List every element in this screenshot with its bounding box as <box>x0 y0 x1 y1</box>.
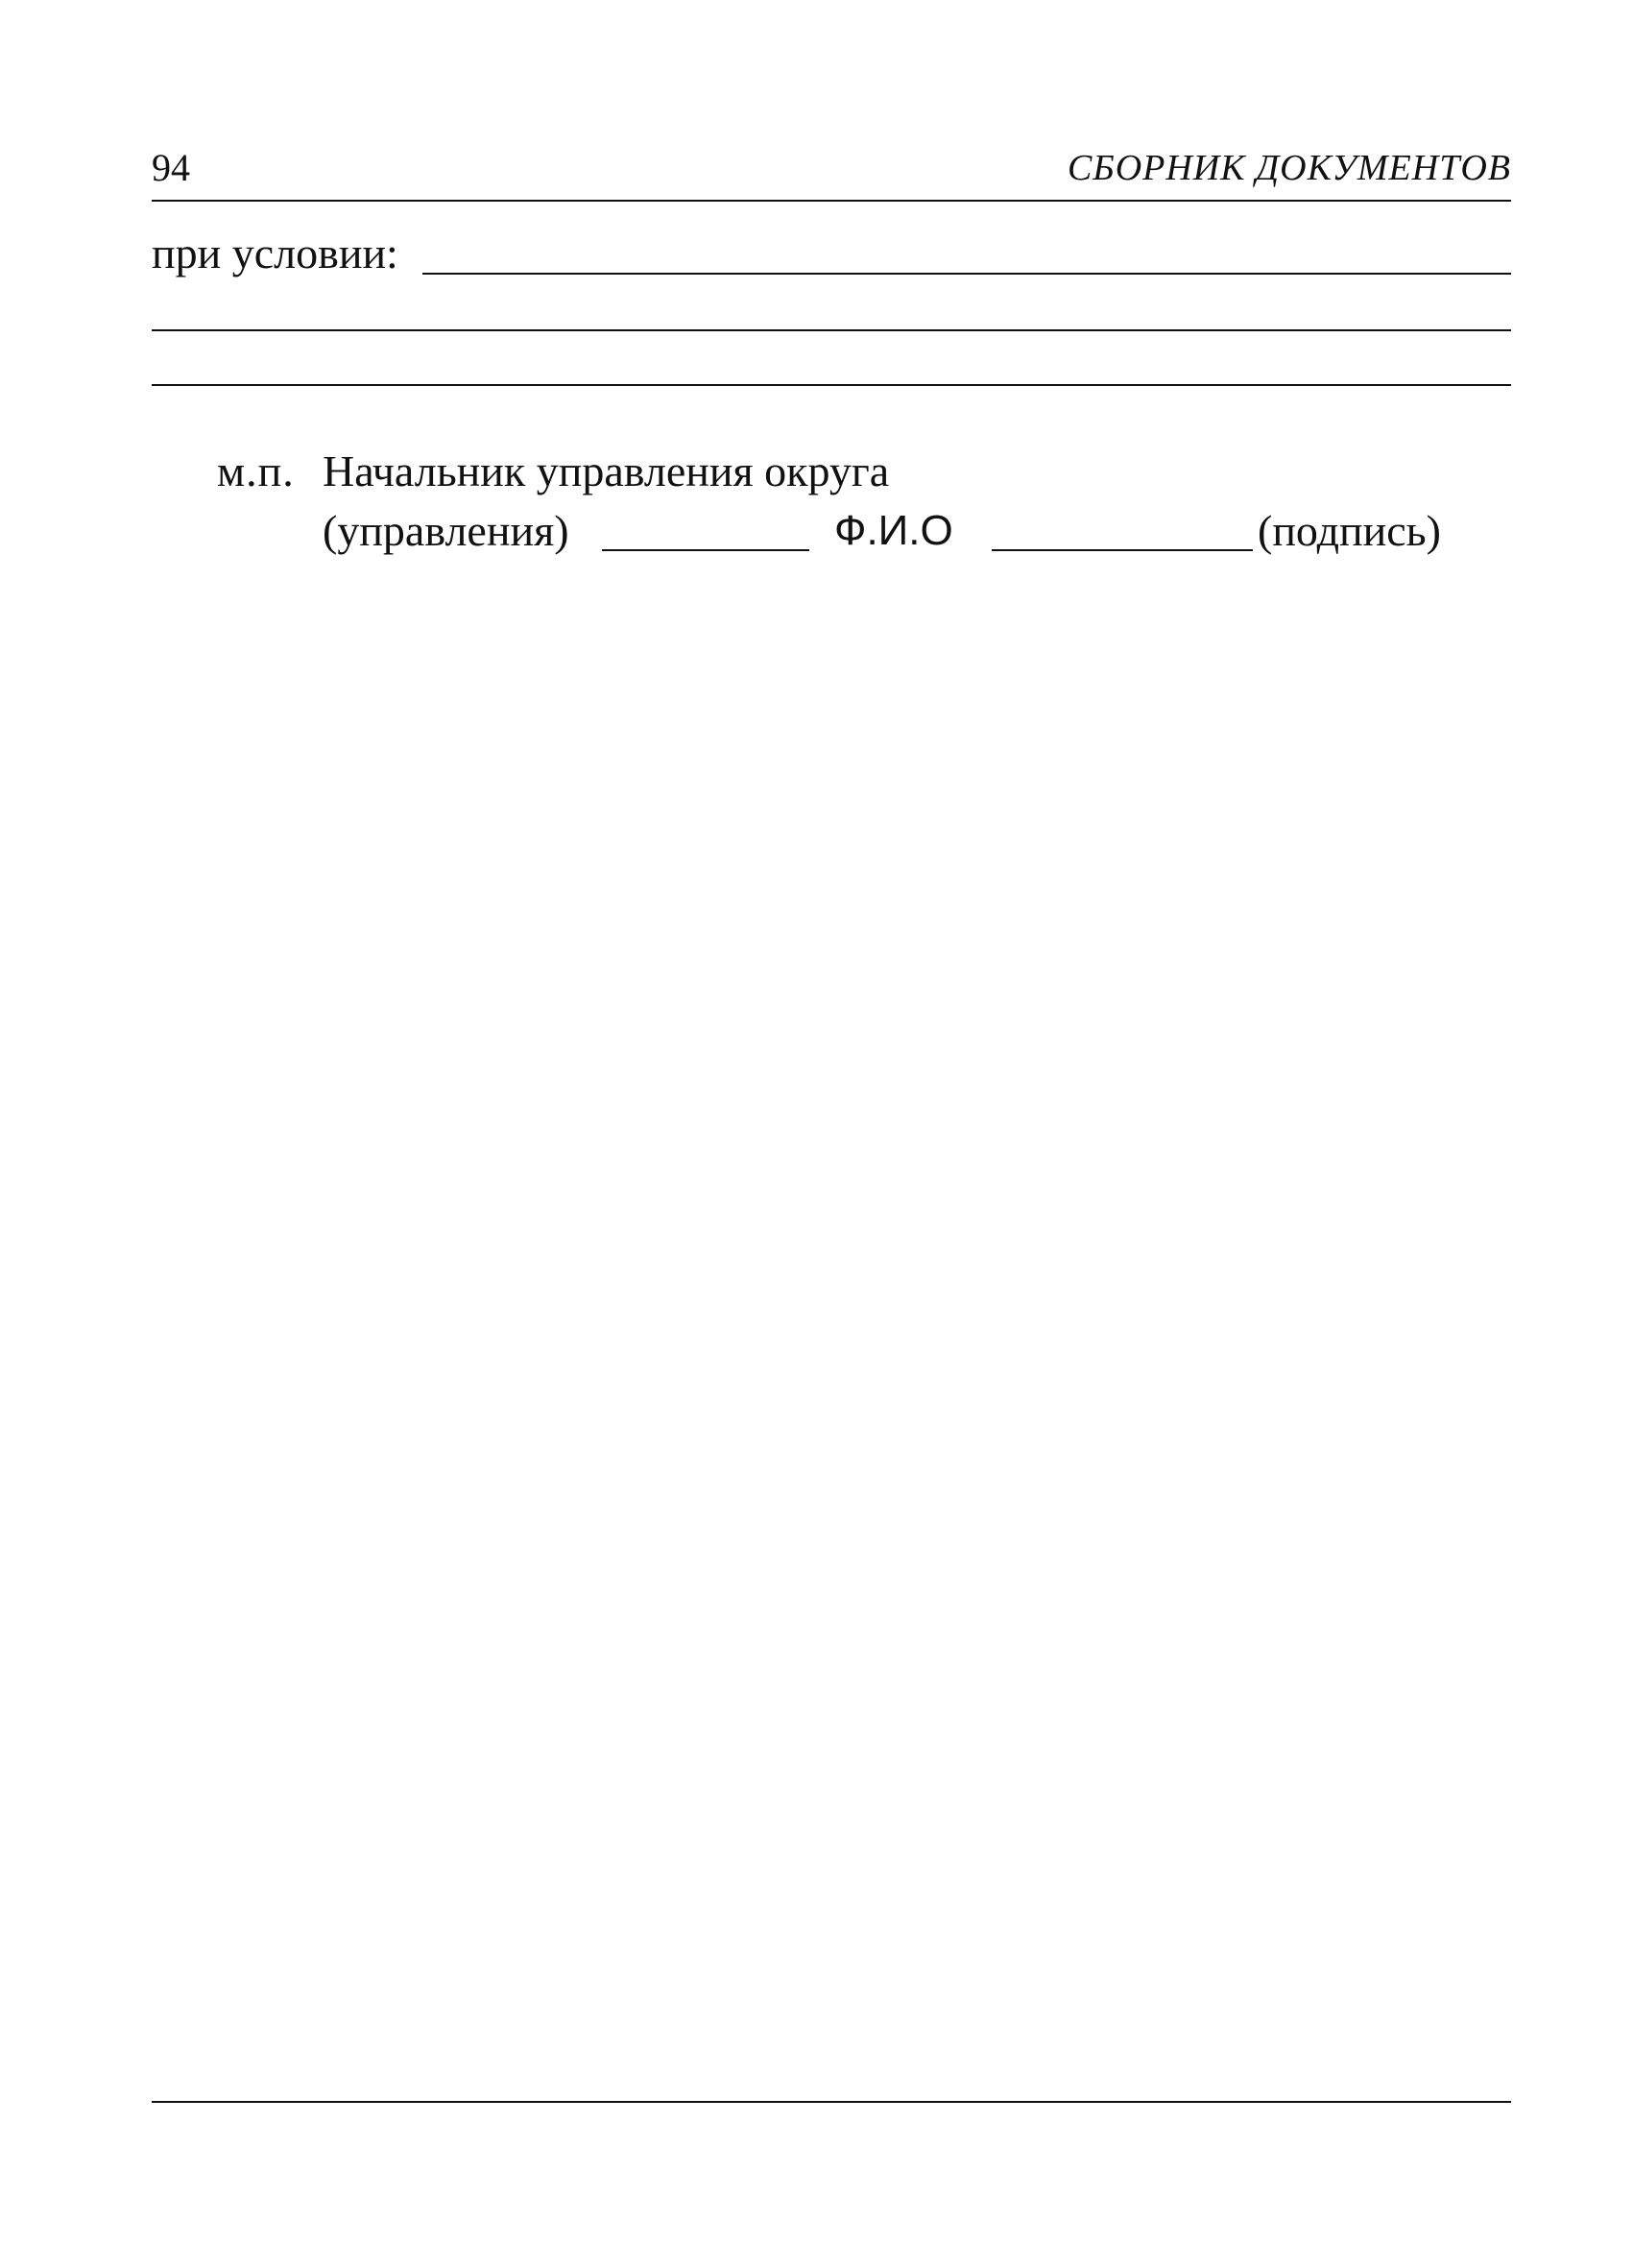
department-label: (управления) <box>323 506 569 555</box>
signature-title-row <box>217 445 889 498</box>
condition-fill-line <box>422 273 1511 275</box>
running-header <box>152 144 1511 202</box>
page-number: 94 <box>152 146 190 189</box>
signature-label: (подпись) <box>1258 506 1441 555</box>
name-fill-line <box>992 549 1253 551</box>
signature-fields-row <box>323 504 1523 562</box>
running-title: СБОРНИК ДОКУМЕНТОВ <box>1067 148 1511 188</box>
seal-mark: м.п. <box>217 446 295 495</box>
department-fill-line <box>602 549 809 551</box>
condition-blank-line <box>152 384 1511 386</box>
condition-field <box>152 230 1511 277</box>
position-title: Начальник управления округа <box>323 446 890 495</box>
name-label: Ф.И.О <box>834 507 953 554</box>
condition-blank-line <box>152 329 1511 331</box>
condition-label: при условии: <box>152 229 398 277</box>
footer-rule <box>152 2101 1511 2103</box>
